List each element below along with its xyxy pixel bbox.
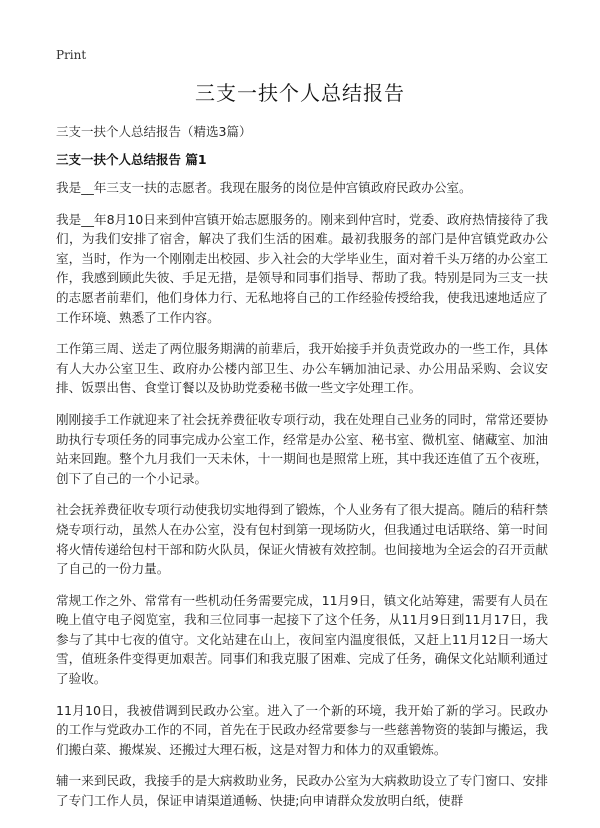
paragraph-3: 工作第三周、送走了两位服务期满的前辈后，我开始接手并负责党政办的一些工作，具体有人大办公室卫生、政府办公楼内部卫生、办公车辆加油记录、办公用品采购、会议安排、饭票出售、食堂订餐以及协助党委秘书做一些文字处理工作。 [56, 341, 548, 396]
document-subtitle: 三支一扶个人总结报告（精选3篇） [56, 124, 252, 139]
print-link[interactable]: Print [56, 48, 87, 62]
paragraph-6: 常规工作之外、常常有一些机动任务需要完成，11月9日，镇文化站筹建，需要有人员在晚上值守电子阅览室，我和三位同事一起接下了这个任务，从11月9日到11月17日，我参与了其中七夜的值守。文化站建在山上，夜间室内温度很低，又赶上11月12日一场大雪，值班条件变得更加艰苦。同事们和我克服了困难、完成了任务，确保文化站顺利通过了验收。 [56, 592, 548, 687]
section-heading: 三支一扶个人总结报告 篇1 [56, 152, 207, 167]
paragraph-1: 我是__年三支一扶的志愿者。我现在服务的岗位是仲宫镇政府民政办公室。 [56, 180, 472, 195]
document-title: 三支一扶个人总结报告 [195, 81, 405, 105]
paragraph-2: 我是__年8月10日来到仲宫镇开始志愿服务的。刚来到仲宫时，党委、政府热情接待了我们，为我们安排了宿舍，解决了我们生活的困难。最初我服务的部门是仲宫镇党政办公室，当时，作为一个刚刚走出校园、步入社会的大学毕业生，面对着千头万绪的办公室工作，我感到顾此失彼、手足无措，是领导和同事们指导、帮助了我。特别是同为三支一扶的志愿者前辈们，他们身体力行、无私地将自己的工作经验传授给我，使我迅速地适应了工作环境、熟悉了工作内容。 [56, 211, 548, 325]
paragraph-8: 辅一来到民政，我接手的是大病救助业务，民政办公室为大病救助设立了专门窗口、安排了专门工作人员，保证申请渠道通畅、快捷;向申请群众发放明白纸，使群 [56, 773, 548, 809]
document-body [56, 178, 548, 823]
paragraph-7: 11月10日，我被借调到民政办公室。进入了一个新的环境，我开始了新的学习。民政办的工作与党政办工作的不同，首先在于民政办经常要参与一些慈善物资的装卸与搬运，我们搬白菜、搬煤炭、还搬过大理石板，这是对智力和体力的双重锻炼。 [56, 702, 548, 757]
paragraph-5: 社会抚养费征收专项行动使我切实地得到了锻炼，个人业务有了很大提高。随后的秸秆禁烧专项行动，虽然人在办公室，没有包村到第一现场防火，但我通过电话联络、第一时间将火情传递给包村干部和防火队员，保证火情被有效控制。也间接地为全运会的召开贡献了自己的一份力量。 [56, 502, 548, 577]
paragraph-4: 刚刚接手工作就迎来了社会抚养费征收专项行动，我在处理自己业务的同时，常常还要协助执行专项任务的同事完成办公室工作，经常是办公室、秘书室、微机室、储藏室、加油站来回跑。整个九月我们一天未休，十一期间也是照常上班，其中我还连值了五个夜班，创下了自己的一个小记录。 [56, 411, 548, 486]
